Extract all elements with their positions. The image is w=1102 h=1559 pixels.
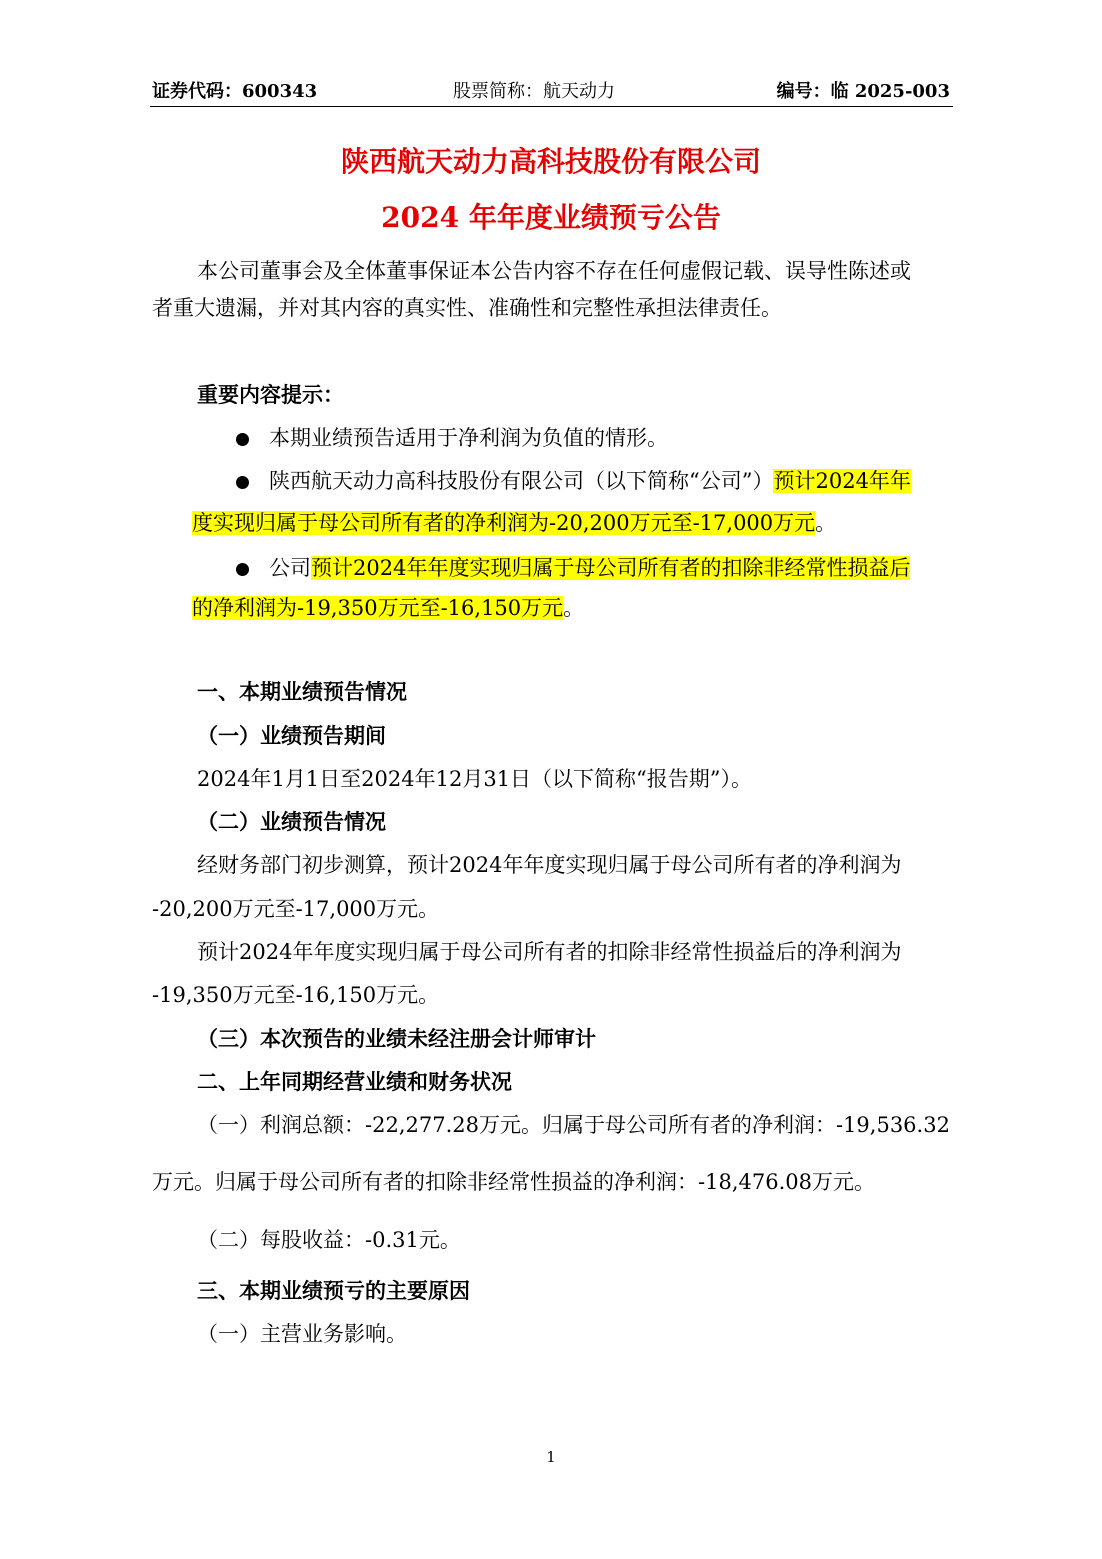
paragraph: 2024年1月1日至2024年12月31日（以下简称“报告期”）。 — [197, 767, 753, 791]
header-rule — [150, 106, 953, 107]
statement-line: 者重大遗漏，并对其内容的真实性、准确性和完整性承担法律责任。 — [152, 296, 782, 320]
bullet-item — [236, 554, 910, 582]
bullet-icon — [236, 433, 249, 446]
subsection-heading: （一）业绩预告期间 — [197, 723, 386, 748]
bullet-continuation — [192, 594, 584, 622]
announcement-title: 2024 年年度业绩预亏公告 — [381, 201, 721, 234]
bullet-continuation — [192, 509, 836, 537]
company-title: 陕西航天动力高科技股份有限公司 — [340, 145, 761, 178]
bullet-text: 本期业绩预告适用于净利润为负值的情形。 — [269, 426, 668, 450]
punctuation: 。 — [815, 511, 837, 535]
paragraph: -19,350万元至-16,150万元。 — [152, 983, 440, 1007]
section-heading: 三、本期业绩预亏的主要原因 — [197, 1278, 470, 1303]
statement-line: 本公司董事会及全体董事保证本公告内容不存在任何虚假记载、误导性陈述或 — [197, 259, 911, 283]
announcement-number: 编号：临 2025-003 — [776, 81, 950, 102]
bullet-icon — [236, 563, 249, 576]
bullet-text: 陕西航天动力高科技股份有限公司（以下简称“公司”） — [269, 469, 774, 493]
highlighted-text: 的净利润为-19,350万元至-16,150万元 — [192, 596, 564, 620]
highlights-heading: 重要内容提示： — [197, 382, 344, 407]
bullet-text: 公司 — [269, 556, 311, 580]
bullet-item — [236, 467, 911, 495]
subsection-heading: （二）业绩预告情况 — [197, 809, 386, 834]
paragraph: 预计2024年年度实现归属于母公司所有者的扣除非经常性损益后的净利润为 — [197, 940, 902, 964]
subsection-heading: （三）本次预告的业绩未经注册会计师审计 — [197, 1026, 596, 1051]
paragraph: -20,200万元至-17,000万元。 — [152, 897, 440, 921]
paragraph: （二）每股收益：-0.31元。 — [197, 1228, 461, 1252]
page-number: 1 — [546, 1448, 556, 1466]
section-heading: 一、本期业绩预告情况 — [197, 679, 407, 704]
stock-name: 股票简称：航天动力 — [453, 81, 615, 102]
bullet-item — [236, 424, 668, 452]
stock-code: 证券代码：600343 — [152, 81, 318, 102]
paragraph: （一）主营业务影响。 — [197, 1322, 407, 1346]
bullet-icon — [236, 476, 249, 489]
paragraph: 万元。归属于母公司所有者的扣除非经常性损益的净利润：-18,476.08万元。 — [152, 1170, 875, 1194]
paragraph: （一）利润总额：-22,277.28万元。归属于母公司所有者的净利润：-19,536.32 — [197, 1113, 950, 1137]
section-heading: 二、上年同期经营业绩和财务状况 — [197, 1069, 512, 1094]
highlighted-text: 预计2024年年度实现归属于母公司所有者的扣除非经常性损益后 — [311, 556, 911, 580]
highlighted-text: 度实现归属于母公司所有者的净利润为-20,200万元至-17,000万元 — [192, 511, 816, 535]
highlighted-text: 预计2024年年 — [773, 469, 911, 493]
punctuation: 。 — [563, 596, 585, 620]
paragraph: 经财务部门初步测算，预计2024年年度实现归属于母公司所有者的净利润为 — [197, 853, 902, 877]
